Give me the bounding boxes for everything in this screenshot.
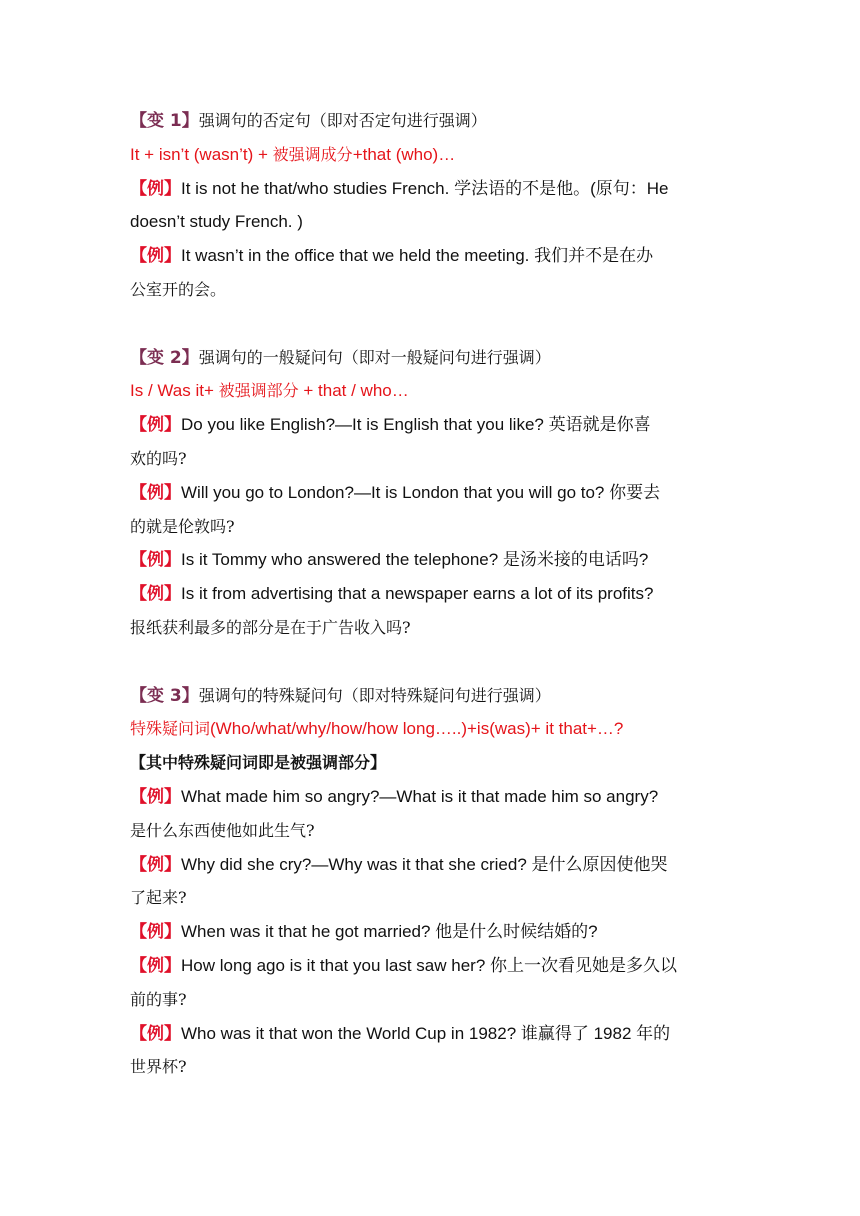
formula-line	[130, 712, 734, 746]
example-line	[130, 915, 734, 949]
section-header	[130, 679, 734, 713]
example-tag: 【例】	[130, 854, 181, 875]
variant-tag: 【变 3】	[130, 685, 199, 706]
example-tag: 【例】	[130, 482, 181, 503]
example-line	[130, 543, 734, 577]
example-text: It is not he that/who studies French. 学法语的不是他。(原句：He	[181, 178, 669, 198]
spacer	[130, 307, 734, 341]
example-tag: 【例】	[130, 550, 181, 571]
formula-en: It + isn’t (wasn’t) +	[130, 144, 273, 164]
example-text: 公室开的会。	[130, 279, 227, 299]
example-tag: 【例】	[130, 922, 181, 943]
note-line	[130, 746, 734, 780]
example-text: 欢的吗?	[130, 448, 187, 468]
document-content	[130, 104, 734, 1084]
formula-cn: 特殊疑问词	[130, 719, 211, 739]
spacer	[130, 645, 734, 679]
variant-tag: 【变 1】	[130, 111, 199, 131]
example-line	[130, 814, 734, 848]
section-title: 强调句的一般疑问句（即对一般疑问句进行强调）	[198, 347, 551, 367]
example-tag: 【例】	[130, 178, 181, 199]
example-line	[130, 983, 734, 1017]
example-line	[130, 510, 734, 544]
example-line	[130, 205, 734, 239]
section-title: 强调句的否定句（即对否定句进行强调）	[198, 111, 487, 130]
formula-line	[130, 374, 734, 408]
example-text: Is it Tommy who answered the telephone? 是汤米接的电话吗?	[181, 550, 649, 570]
example-line	[130, 881, 734, 915]
section-header	[130, 341, 734, 375]
example-line	[130, 476, 734, 510]
example-line	[130, 239, 734, 273]
formula-cn: 被强调部分	[218, 381, 299, 401]
example-tag: 【例】	[130, 415, 181, 436]
example-line	[130, 949, 734, 983]
example-line	[130, 1050, 734, 1084]
example-line	[130, 848, 734, 882]
example-text: Who was it that won the World Cup in 1982? 谁赢得了 1982 年的	[181, 1023, 671, 1043]
note-text: 【其中特殊疑问词即是被强调部分】	[130, 753, 387, 773]
section-header	[130, 104, 734, 138]
example-tag: 【例】	[130, 786, 181, 807]
variant-tag: 【变 2】	[130, 347, 199, 368]
section-title: 强调句的特殊疑问句（即对特殊疑问句进行强调）	[198, 685, 551, 705]
example-text: 了起来?	[130, 888, 187, 908]
example-text: 是什么东西使他如此生气?	[130, 820, 315, 840]
example-line	[130, 442, 734, 476]
example-text: 前的事?	[130, 989, 187, 1009]
formula-rest: + that / who…	[298, 381, 409, 401]
example-tag: 【例】	[130, 246, 181, 267]
example-line	[130, 1017, 734, 1051]
example-text: Do you like English?—It is English that you like? 英语就是你喜	[181, 415, 651, 435]
example-text: Will you go to London?—It is London that you will go to? 你要去	[181, 482, 661, 502]
example-text: Why did she cry?—Why was it that she cried? 是什么原因使他哭	[181, 854, 668, 874]
example-line	[130, 172, 734, 206]
example-text: How long ago is it that you last saw her? 你上一次看见她是多久以	[181, 955, 677, 975]
example-text: doesn’t study French. )	[130, 212, 303, 232]
example-text: 的就是伦敦吗?	[130, 516, 235, 536]
example-tag: 【例】	[130, 584, 181, 605]
example-tag: 【例】	[130, 955, 181, 976]
example-text: What made him so angry?—What is it that made him so angry?	[181, 786, 659, 806]
formula-en: Is / Was it+	[130, 381, 219, 401]
example-line	[130, 780, 734, 814]
formula-cn: 被强调成分	[272, 144, 353, 164]
example-text: It wasn’t in the office that we held the meeting. 我们并不是在办	[181, 246, 654, 266]
example-text: Is it from advertising that a newspaper earns a lot of its profits?	[181, 584, 654, 604]
formula-rest: +that (who)…	[352, 144, 456, 164]
example-line	[130, 611, 734, 645]
example-text: 报纸获利最多的部分是在于广告收入吗?	[130, 617, 411, 637]
formula-line	[130, 138, 734, 172]
formula-rest: (Who/what/why/how/how long…..)+is(was)+ it that+…?	[210, 719, 624, 739]
example-line	[130, 273, 734, 307]
example-line	[130, 408, 734, 442]
example-line	[130, 577, 734, 611]
example-text: When was it that he got married? 他是什么时候结婚的?	[181, 922, 598, 942]
example-text: 世界杯?	[130, 1057, 187, 1077]
example-tag: 【例】	[130, 1023, 181, 1044]
